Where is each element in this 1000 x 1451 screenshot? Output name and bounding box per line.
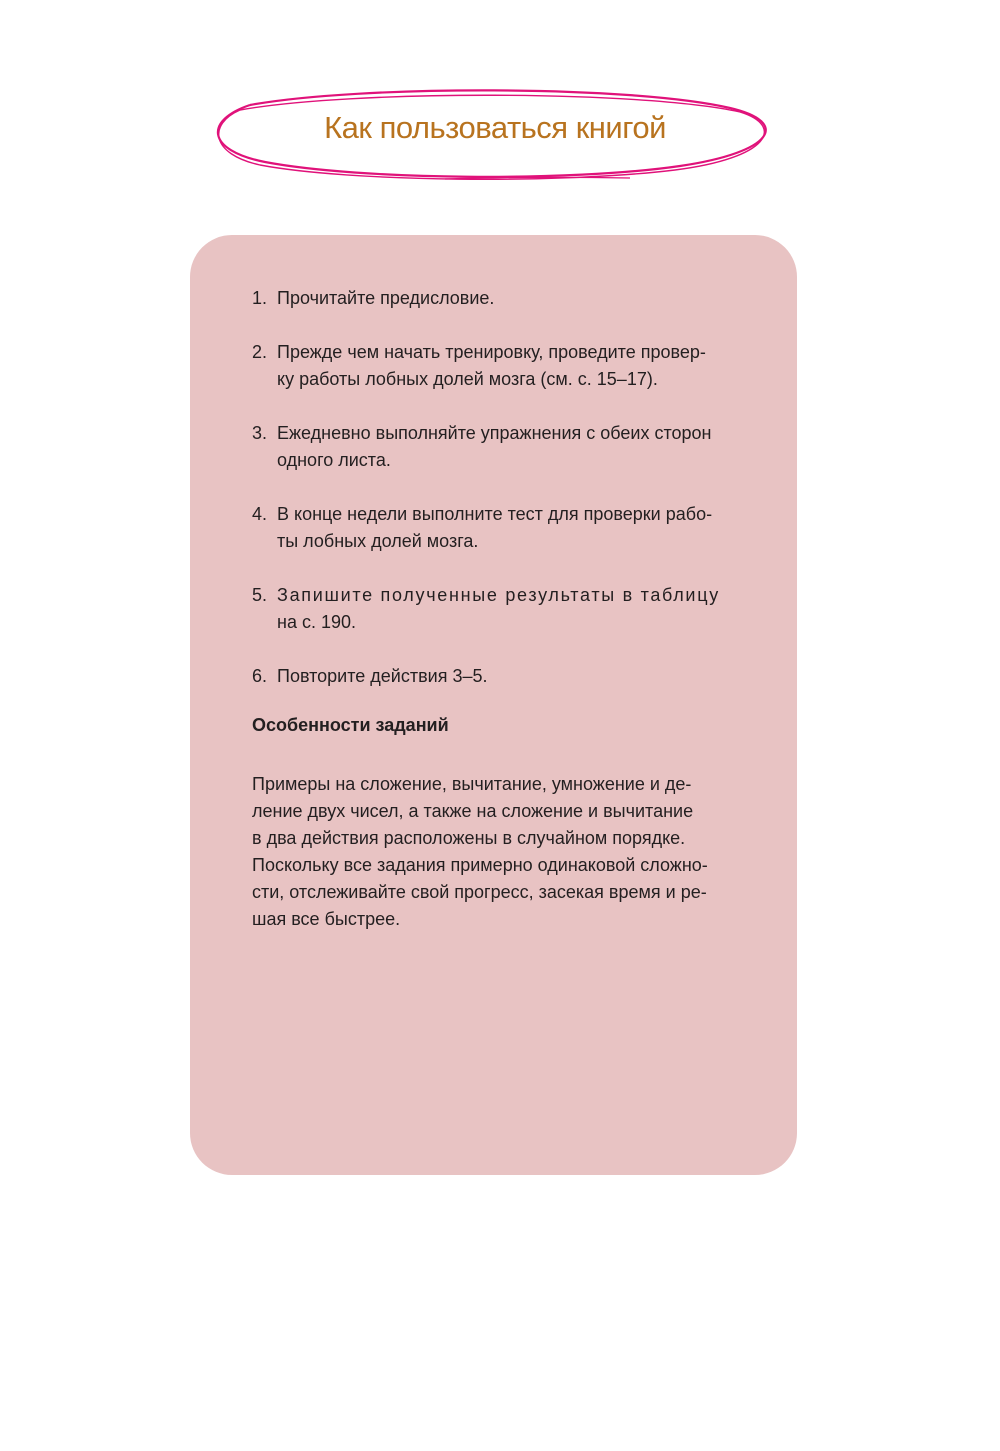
step-number: 6. bbox=[252, 666, 268, 686]
section-body bbox=[252, 771, 740, 933]
page-title: Как пользоваться книгой bbox=[324, 110, 666, 145]
list-item bbox=[252, 285, 742, 312]
step-number: 2. bbox=[252, 342, 268, 362]
step-number: 1. bbox=[252, 288, 268, 308]
body-line: в два действия расположены в случайном порядке. bbox=[252, 828, 686, 848]
step-text: Прочитайте предисловие. bbox=[277, 288, 495, 308]
body-line: ление двух чисел, а также на сложение и вычитание bbox=[252, 801, 694, 821]
instructions-card bbox=[190, 235, 797, 1175]
body-line: сти, отслеживайте свой прогресс, засекая время и ре- bbox=[252, 882, 707, 902]
step-text: Запишите полученные результаты в таблицу bbox=[277, 585, 720, 605]
section-heading: Особенности заданий bbox=[252, 715, 449, 735]
list-item bbox=[252, 663, 742, 690]
step-text-continued: ты лобных долей мозга. bbox=[277, 531, 479, 551]
step-number: 4. bbox=[252, 504, 268, 524]
step-text: Прежде чем начать тренировку, проведите провер- bbox=[277, 342, 706, 362]
step-number: 3. bbox=[252, 423, 268, 443]
step-text-continued: на с. 190. bbox=[277, 612, 356, 632]
body-line: Поскольку все задания примерно одинаковой сложно- bbox=[252, 855, 708, 875]
page-title-block bbox=[210, 80, 780, 190]
instructions-list bbox=[252, 285, 742, 717]
body-line: шая все быстрее. bbox=[252, 909, 401, 929]
step-text: Повторите действия 3–5. bbox=[277, 666, 488, 686]
step-text: Ежедневно выполняйте упражнения с обеих сторон bbox=[277, 423, 712, 443]
list-item bbox=[252, 501, 742, 555]
step-text: В конце недели выполните тест для проверки рабо- bbox=[277, 504, 713, 524]
step-text-continued: одного листа. bbox=[277, 450, 391, 470]
step-text-continued: ку работы лобных долей мозга (см. с. 15–17). bbox=[277, 369, 658, 389]
step-number: 5. bbox=[252, 585, 268, 605]
list-item bbox=[252, 339, 742, 393]
list-item bbox=[252, 420, 742, 474]
body-line: Примеры на сложение, вычитание, умножение и де- bbox=[252, 774, 692, 794]
list-item bbox=[252, 582, 742, 636]
